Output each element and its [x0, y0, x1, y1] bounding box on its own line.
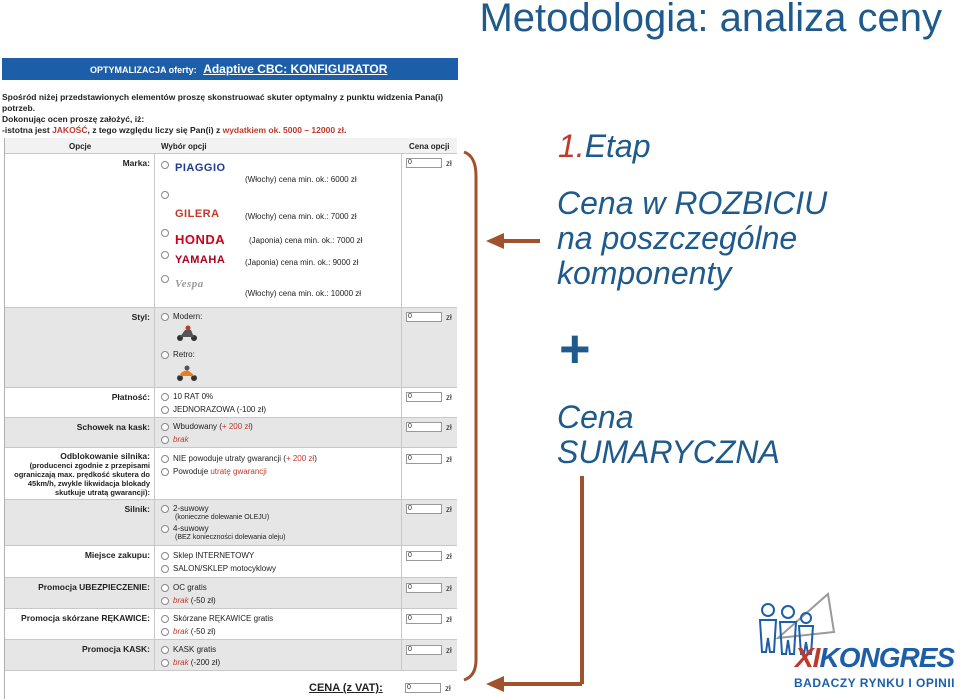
price-input[interactable]: 0: [406, 454, 442, 464]
intro-text: , z tego względu liczy się Pan(i) z: [87, 125, 223, 135]
gilera-logo: GILERA: [175, 208, 220, 220]
radio-icon[interactable]: [161, 525, 169, 533]
honda-logo: HONDA: [175, 232, 226, 247]
radio-icon[interactable]: [161, 423, 169, 431]
price-input[interactable]: 0: [406, 504, 442, 514]
logo-person-body: [760, 620, 776, 652]
options-grid: [4, 138, 456, 699]
option-discount: (-200 zł): [188, 658, 221, 667]
currency-label: zł: [446, 505, 452, 514]
option-label: SALON/SKLEP motocyklowy: [173, 564, 277, 573]
label-promo-ubezpieczenie: Promocja UBEZPIECZENIE:: [38, 582, 150, 592]
option-sub: (BEZ konieczności dolewania oleju): [175, 534, 286, 541]
radio-icon[interactable]: [161, 584, 169, 592]
radio-styl-retro[interactable]: [161, 350, 195, 359]
currency-label: zł: [446, 423, 452, 432]
piaggio-logo: PIAGGIO: [175, 162, 226, 174]
option-label: NIE powoduje utraty gwarancji (: [173, 454, 286, 463]
brand-price: (Włochy) cena min. ok.: 10000 zł: [245, 289, 362, 298]
banner-prefix: OPTYMALIZACJA oferty:: [90, 65, 197, 75]
header-opcje: Opcje: [69, 142, 92, 151]
logo-xi: XI: [795, 642, 820, 673]
label-note: 45km/h, zwykle likwidacja blokady: [27, 479, 150, 488]
radio-ubezp-brak[interactable]: [161, 596, 216, 605]
option-sub: (konieczne dolewanie OLEJU): [175, 514, 270, 521]
option-label: JEDNORAZOWA (-100 zł): [173, 405, 267, 414]
radio-icon[interactable]: [161, 659, 169, 667]
currency-label: zł: [446, 159, 452, 168]
option-discount: (-50 zł): [188, 596, 216, 605]
radio-icon[interactable]: [161, 229, 169, 237]
banner-brand: Adaptive CBC: KONFIGURATOR: [203, 62, 388, 76]
rozbicie-text: [557, 186, 827, 291]
radio-miejsce-internet[interactable]: [161, 551, 254, 560]
brand-price: (Włochy) cena min. ok.: 6000 zł: [245, 175, 357, 184]
suma-line: Cena: [557, 399, 634, 435]
option-discount: (-50 zł): [188, 627, 216, 636]
logo-roof: [778, 594, 834, 638]
option-label: 10 RAT 0%: [173, 392, 214, 401]
modern-scooter-icon: [175, 324, 199, 342]
radio-icon[interactable]: [161, 628, 169, 636]
radio-icon[interactable]: [161, 313, 169, 321]
intro-quality: JAKOŚĆ: [52, 125, 88, 135]
radio-silnik-2suw[interactable]: [161, 504, 209, 513]
arrow-rozbicie-head: [486, 233, 504, 249]
radio-icon[interactable]: [161, 393, 169, 401]
option-label: ): [314, 454, 317, 463]
price-input[interactable]: 0: [406, 422, 442, 432]
label-platnosc: Płatność:: [111, 392, 150, 402]
option-label: ): [250, 422, 253, 431]
price-input[interactable]: 0: [406, 312, 442, 322]
bracket-curve: [464, 152, 476, 680]
currency-label: zł: [446, 552, 452, 561]
header-wybor: Wybór opcji: [161, 142, 207, 151]
label-schowek: Schowek na kask:: [76, 422, 150, 432]
currency-label: zł: [446, 646, 452, 655]
option-label: brak: [173, 596, 189, 605]
option-label: brak: [173, 627, 189, 636]
radio-styl-modern[interactable]: [161, 312, 202, 321]
suma-line: SUMARYCZNA: [557, 434, 780, 470]
currency-label: zł: [446, 584, 452, 593]
radio-odblokowanie-tak[interactable]: [161, 467, 267, 476]
brand-price: (Japonia) cena min. ok.: 9000 zł: [245, 258, 359, 267]
radio-brand[interactable]: [161, 190, 173, 199]
radio-miejsce-salon[interactable]: [161, 564, 276, 573]
radio-schowek-brak[interactable]: [161, 435, 189, 444]
option-label: Retro:: [173, 350, 195, 359]
configurator-banner: [2, 58, 458, 80]
label-note: ograniczają max. prędkość skutera do: [14, 470, 150, 479]
radio-icon[interactable]: [161, 646, 169, 654]
configurator-intro: [2, 92, 458, 136]
intro-text: .: [344, 125, 347, 135]
price-input[interactable]: 0: [406, 392, 442, 402]
radio-icon[interactable]: [161, 436, 169, 444]
section-promo-kask: [5, 640, 457, 671]
logo-person-head: [762, 604, 774, 616]
rozbicie-line: komponenty: [557, 255, 732, 291]
radio-silnik-4suw[interactable]: [161, 524, 209, 533]
radio-icon[interactable]: [161, 455, 169, 463]
radio-kask-brak[interactable]: [161, 658, 220, 667]
section-styl: [5, 308, 457, 388]
radio-icon[interactable]: [161, 406, 169, 414]
option-label: Skórzane RĘKAWICE gratis: [173, 614, 274, 623]
option-label: OC gratis: [173, 583, 207, 592]
option-label: Sklep INTERNETOWY: [173, 551, 255, 560]
section-promo-rekawice: [5, 609, 457, 640]
section-miejsce: [5, 546, 457, 578]
arrow-suma-head: [486, 676, 504, 692]
section-promo-ubezpieczenie: [5, 578, 457, 609]
price-input[interactable]: 0: [406, 551, 442, 561]
label-miejsce: Miejsce zakupu:: [84, 550, 150, 560]
kongres-logo-text: [795, 642, 954, 674]
section-marka: [5, 154, 457, 308]
currency-label: zł: [446, 455, 452, 464]
intro-line-1: Spośród niżej przedstawionych elementów proszę skonstruować skuter optymalny z punktu widzenia Pana(i): [2, 92, 444, 102]
price-input[interactable]: 0: [406, 158, 442, 168]
option-label: 2-suwowy: [173, 504, 209, 513]
radio-odblokowanie-nie[interactable]: [161, 454, 317, 463]
radio-icon[interactable]: [161, 251, 169, 259]
radio-icon[interactable]: [161, 351, 169, 359]
currency-label: zł: [446, 615, 452, 624]
option-surcharge: + 200 zł: [285, 454, 315, 463]
price-input[interactable]: 0: [406, 614, 442, 624]
vespa-logo: Vespa: [175, 278, 204, 290]
rozbicie-line: na poszczególne: [557, 220, 798, 256]
radio-icon[interactable]: [161, 597, 169, 605]
currency-label: zł: [446, 313, 452, 322]
slide-title: Metodologia: analiza ceny: [479, 0, 942, 40]
radio-platnosc-jednorazowa[interactable]: [161, 405, 266, 414]
radio-brand[interactable]: [161, 250, 173, 259]
radio-kask-gratis[interactable]: [161, 645, 216, 654]
logo-kongres: KONGRES: [819, 642, 955, 673]
yamaha-logo: YAMAHA: [175, 254, 226, 266]
intro-line-4: [2, 125, 458, 136]
brand-price: (Włochy) cena min. ok.: 7000 zł: [245, 212, 357, 221]
kongres-logo-subtitle: BADACZY RYNKU I OPINII: [794, 676, 956, 690]
radio-icon[interactable]: [161, 275, 169, 283]
option-label: Powoduje: [173, 467, 211, 476]
radio-brand[interactable]: [161, 274, 173, 283]
currency-label: zł: [445, 684, 451, 693]
brand-price: (Japonia) cena min. ok.: 7000 zł: [249, 236, 363, 245]
radio-schowek-wbudowany[interactable]: [161, 422, 253, 431]
label-promo-kask: Promocja KASK:: [81, 644, 150, 654]
grid-header: [5, 138, 457, 154]
option-label: brak: [173, 658, 189, 667]
option-label: 4-suwowy: [173, 524, 209, 533]
header-cena: Cena opcji: [409, 142, 450, 151]
label-note: (producenci zgodnie z przepisami: [29, 461, 150, 470]
plus-sign: +: [558, 319, 590, 379]
radio-icon[interactable]: [161, 615, 169, 623]
radio-icon[interactable]: [161, 191, 169, 199]
label-silnik: Silnik:: [124, 504, 150, 514]
radio-rekawice-brak[interactable]: [161, 627, 216, 636]
section-platnosc: [5, 388, 457, 418]
logo-person-head: [782, 606, 794, 618]
radio-brand[interactable]: [161, 160, 173, 169]
cena-vat-label: CENA (z VAT):: [309, 682, 383, 694]
etap-number: 1.: [558, 128, 585, 164]
intro-line-2: potrzeb.: [2, 103, 36, 113]
radio-icon[interactable]: [161, 505, 169, 513]
configurator-panel: [2, 58, 458, 699]
radio-icon[interactable]: [161, 161, 169, 169]
retro-scooter-icon: [175, 364, 199, 382]
rozbicie-line: Cena w ROZBICIU: [557, 185, 828, 221]
option-label: Wbudowany (: [173, 422, 222, 431]
option-warning: utratę gwarancji: [210, 467, 267, 476]
etap-word: Etap: [584, 128, 651, 164]
radio-icon[interactable]: [161, 565, 169, 573]
section-cena-vat: [5, 671, 457, 699]
section-odblokowanie: [5, 448, 457, 500]
label-marka: Marka:: [122, 158, 150, 168]
price-input[interactable]: 0: [406, 583, 442, 593]
label-promo-rekawice: Promocja skórzane RĘKAWICE:: [21, 613, 150, 623]
intro-text: -istotna jest: [2, 125, 53, 135]
intro-budget: wydatkiem ok. 5000 – 12000 zł: [222, 125, 345, 135]
total-price-input[interactable]: 0: [405, 683, 441, 693]
currency-label: zł: [446, 393, 452, 402]
price-input[interactable]: 0: [406, 645, 442, 655]
intro-line-3: Dokonując ocen proszę założyć, iż:: [2, 114, 145, 124]
suma-text: [557, 400, 780, 470]
option-label: brak: [173, 435, 189, 444]
radio-icon[interactable]: [161, 552, 169, 560]
label-note: skutkuje utratą gwarancji):: [54, 488, 150, 497]
option-label: KASK gratis: [173, 645, 217, 654]
radio-ubezp-oc[interactable]: [161, 583, 207, 592]
radio-icon[interactable]: [161, 468, 169, 476]
section-silnik: [5, 500, 457, 546]
radio-platnosc-raty[interactable]: [161, 392, 213, 401]
etap-heading: [558, 128, 651, 165]
label-styl: Styl:: [131, 312, 150, 322]
option-label: Modern:: [173, 312, 203, 321]
option-surcharge: + 200 zł: [221, 422, 251, 431]
section-schowek: [5, 418, 457, 448]
radio-brand[interactable]: [161, 228, 173, 237]
label-odblokowanie: Odblokowanie silnika:: [60, 451, 150, 461]
radio-rekawice-gratis[interactable]: [161, 614, 273, 623]
